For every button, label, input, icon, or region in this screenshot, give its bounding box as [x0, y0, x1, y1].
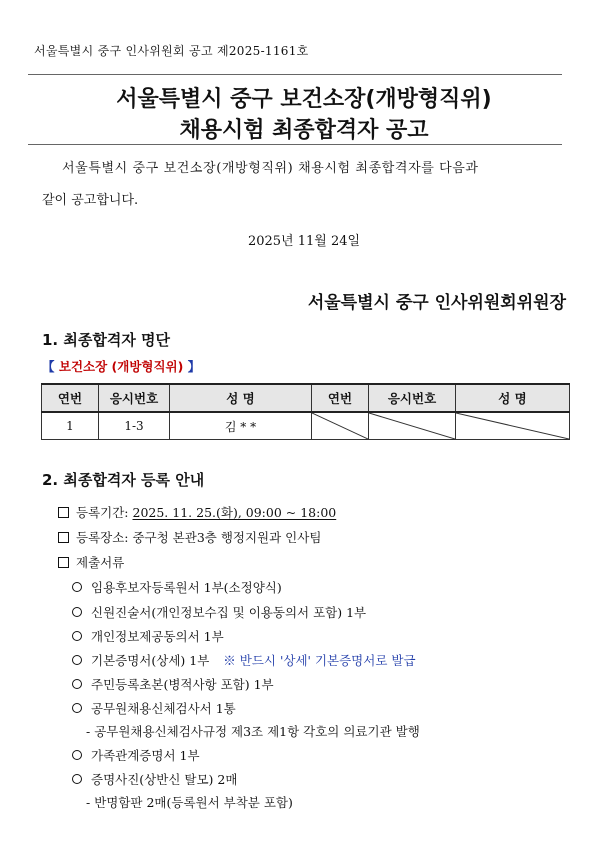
document-text: 주민등록초본(병적사항 포함) 1부 [91, 677, 274, 692]
documents-label: 제출서류 [76, 555, 125, 570]
cell-no: 1 [42, 412, 99, 440]
category-bracket-close: 】 [187, 359, 201, 374]
notice-date: 2025년 11월 24일 [247, 234, 361, 249]
title-top-rule [28, 74, 562, 75]
document-item [72, 651, 416, 669]
document-text: 가족관계증명서 1부 [91, 748, 200, 763]
document-text: 공무원채용신체검사서 1통 [91, 701, 236, 716]
table-row [42, 412, 570, 440]
col-header-exam-number-2: 응시번호 [369, 384, 456, 412]
period-label: 등록기간: [76, 505, 133, 520]
circle-bullet-icon [72, 582, 82, 592]
square-bullet-icon [58, 532, 69, 543]
document-text: 증명사진(상반신 탈모) 2매 [91, 772, 238, 787]
col-header-exam-number: 응시번호 [99, 384, 170, 412]
col-header-no: 연번 [42, 384, 99, 412]
title-bottom-rule [28, 144, 562, 145]
document-item [72, 603, 366, 621]
document-item [72, 699, 236, 717]
document-text: 신원진술서(개인정보수집 및 이용동의서 포함) 1부 [91, 605, 367, 620]
document-item [72, 675, 274, 693]
circle-bullet-icon [72, 679, 82, 689]
circle-bullet-icon [72, 703, 82, 713]
document-text: 개인정보제공동의서 1부 [91, 629, 224, 644]
document-item [72, 627, 224, 645]
period-value: 2025. 11. 25.(화), 09:00 ~ 18:00 [132, 505, 337, 520]
diagonal-line-icon [312, 413, 368, 439]
empty-cell-diagonal [312, 412, 369, 440]
finalist-table [41, 383, 570, 440]
document-text: 임용후보자등록원서 1부(소정양식) [91, 580, 282, 595]
documents-heading [58, 553, 124, 571]
section2-heading: 2. 최종합격자 등록 안내 [42, 471, 205, 489]
document-item [72, 770, 237, 788]
place-text: 등록장소: 중구청 본관3층 행정지원과 인사팀 [76, 530, 322, 545]
document-text: 기본증명서(상세) 1부 [91, 653, 210, 668]
document-item [72, 746, 200, 764]
table-header-row [42, 384, 570, 412]
document-subnote: - 반명함판 2매(등록원서 부착분 포함) [86, 795, 293, 810]
category-bracket-open: 【 [42, 359, 55, 374]
col-header-name: 성 명 [170, 384, 312, 412]
document-subnote: - 공무원채용신체검사규정 제3조 제1항 각호의 의료기관 발행 [86, 724, 420, 739]
registration-place [58, 528, 321, 546]
category-text: 보건소장 (개방형직위) [58, 359, 184, 374]
cell-exam-number: 1-3 [99, 412, 170, 440]
circle-bullet-icon [72, 750, 82, 760]
page-title-line1: 서울특별시 중구 보건소장(개방형직위) [116, 87, 492, 112]
square-bullet-icon [58, 557, 69, 568]
col-header-name-2: 성 명 [456, 384, 570, 412]
circle-bullet-icon [72, 655, 82, 665]
circle-bullet-icon [72, 631, 82, 641]
col-header-no-2: 연번 [312, 384, 369, 412]
empty-cell-diagonal [369, 412, 456, 440]
diagonal-line-icon [369, 413, 455, 439]
registration-period [58, 503, 336, 521]
document-note: ※ 반드시 '상세' 기본증명서로 발급 [223, 653, 416, 668]
intro-line2: 같이 공고합니다. [42, 193, 139, 208]
intro-line1: 서울특별시 중구 보건소장(개방형직위) 채용시험 최종합격자를 다음과 [62, 161, 479, 176]
category-label [42, 357, 200, 375]
empty-cell-diagonal [456, 412, 570, 440]
diagonal-line-icon [456, 413, 569, 439]
square-bullet-icon [58, 507, 69, 518]
document-item [72, 578, 282, 596]
notice-number: 서울특별시 중구 인사위원회 공고 제2025-1161호 [34, 44, 309, 58]
circle-bullet-icon [72, 774, 82, 784]
page-title-line2: 채용시험 최종합격자 공고 [179, 118, 429, 143]
issuer-name: 서울특별시 중구 인사위원회위원장 [307, 293, 566, 313]
cell-name: 김 * * [170, 412, 312, 440]
circle-bullet-icon [72, 607, 82, 617]
section1-heading: 1. 최종합격자 명단 [42, 331, 171, 349]
